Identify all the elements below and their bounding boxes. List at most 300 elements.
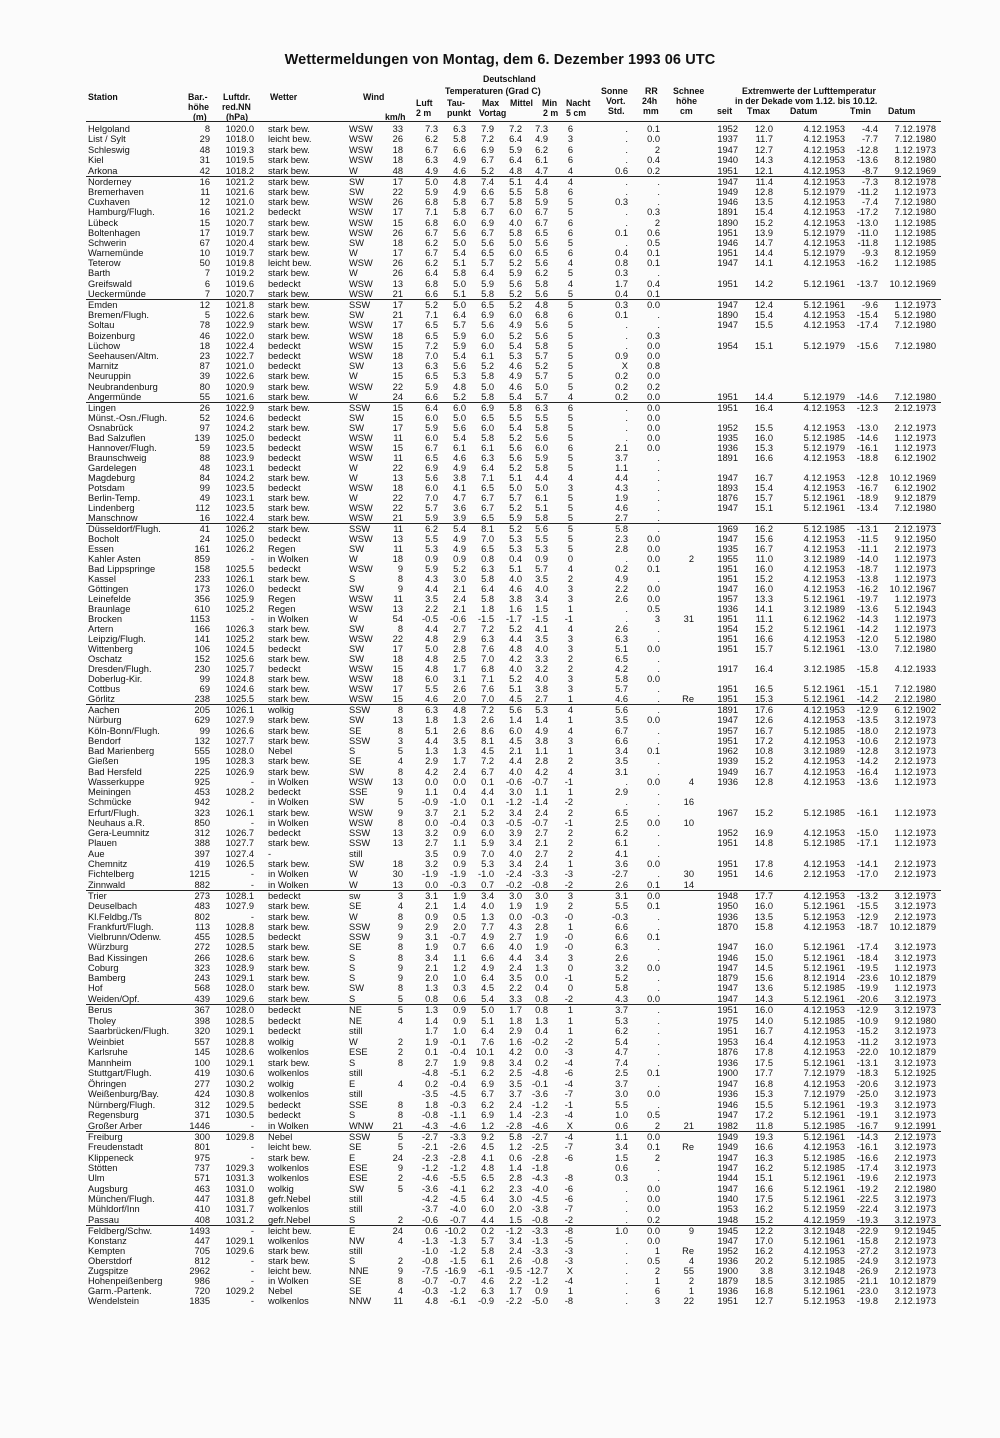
temp-min: 5.6 — [535, 433, 548, 443]
temp-mean: 1.9 — [509, 901, 522, 912]
wind-dir: WSW — [349, 278, 373, 289]
wind-speed: 30 — [392, 869, 403, 880]
sunshine: 5.8 — [615, 674, 628, 684]
weather: stark bew. — [268, 807, 310, 818]
weather: stark bew. — [268, 248, 310, 259]
station-name: Meiningen — [88, 787, 131, 798]
extreme-tmin: -14.2 — [856, 624, 878, 634]
extreme-tmax-date: 4.12.1959 — [803, 1214, 845, 1225]
precipitation: 0.5 — [647, 1256, 660, 1266]
station-name: Bad Kissingen — [88, 952, 148, 963]
extreme-tmin: -12.8 — [856, 144, 878, 155]
table-row — [0, 746, 1000, 756]
weather: bedeckt — [268, 584, 301, 594]
temp-max: 4.0 — [481, 901, 494, 912]
wind-speed: 9 — [397, 564, 403, 574]
temp-mean: 2.4 — [509, 962, 522, 973]
bar-height: 46 — [199, 330, 210, 341]
pressure: 1020.4 — [225, 237, 254, 248]
wind-speed: 26 — [392, 227, 403, 238]
temp-mean: 4.6 — [509, 584, 522, 594]
temp-night: 1 — [567, 858, 573, 869]
pressure: 1025.2 — [225, 604, 254, 614]
extreme-tmin-date: 3.12.1973 — [894, 1110, 936, 1120]
extreme-since: 1951 — [717, 634, 738, 644]
wind-speed: 21 — [392, 513, 403, 523]
pressure: 1029.1 — [225, 1057, 254, 1068]
temp-air: 6.2 — [425, 134, 438, 145]
dewpoint: 2.0 — [453, 694, 466, 704]
temp-mean: 3.0 — [509, 787, 522, 798]
pressure: 1022.6 — [225, 371, 254, 382]
temp-mean: 5.9 — [509, 144, 522, 155]
weather: wolkenlos — [268, 1173, 309, 1184]
pressure: 1027.7 — [225, 838, 254, 849]
sunshine: . — [625, 403, 628, 413]
dewpoint: 5.6 — [453, 361, 466, 372]
extreme-tmax: 15.5 — [754, 320, 773, 331]
temp-night: -6 — [564, 1152, 573, 1163]
wind-dir: S — [349, 574, 356, 584]
extreme-tmin-date: 3.12.1973 — [894, 1162, 936, 1173]
station-name: Mühldorf/Inn — [88, 1204, 140, 1215]
dewpoint: -4.6 — [449, 1120, 466, 1131]
sunshine: 5.6 — [615, 705, 628, 715]
temp-min: -5.0 — [531, 1296, 548, 1306]
temp-min: 5.1 — [535, 503, 548, 513]
pressure: 1022.0 — [225, 330, 254, 341]
bar-height: 42 — [199, 165, 210, 176]
table-row — [0, 238, 1000, 248]
extreme-tmin-date: 2.12.1973 — [894, 756, 936, 767]
pressure: 1029.2 — [225, 1286, 254, 1296]
bar-height: 320 — [194, 1026, 210, 1036]
wind-speed: 21 — [392, 288, 403, 299]
precipitation: 0.0 — [647, 554, 660, 564]
table-row — [0, 503, 1000, 513]
temp-mean: 2.2 — [509, 1276, 522, 1286]
extreme-tmin-date: 10.12.1879 — [889, 1047, 936, 1057]
precipitation: . — [657, 524, 660, 534]
weather: in Wolken — [268, 1120, 309, 1131]
bar-height: 52 — [199, 413, 210, 423]
temp-night: 5 — [567, 524, 573, 534]
precipitation: 0.4 — [647, 155, 660, 166]
extreme-tmax-date: 4.12.1953 — [803, 766, 845, 777]
temp-night: 4 — [567, 258, 573, 269]
wind-speed: 8 — [397, 1110, 403, 1120]
extreme-tmin-date: 1.12.1985 — [894, 237, 936, 248]
bar-height: 17 — [199, 227, 210, 238]
wind-speed: 3 — [397, 735, 403, 746]
wind-dir: E — [349, 1152, 356, 1163]
temp-night: 1 — [567, 746, 573, 757]
extreme-tmin: -7.4 — [861, 197, 878, 208]
table-row — [0, 218, 1000, 228]
wind-speed: 17 — [392, 320, 403, 331]
bar-height: 812 — [194, 1256, 210, 1266]
wind-dir: SSW — [349, 705, 371, 715]
temp-mean: 1.5 — [509, 1214, 522, 1225]
extreme-tmax: 13.5 — [754, 911, 773, 922]
temp-night: -1 — [564, 776, 573, 787]
extreme-tmin: -14.1 — [856, 858, 878, 869]
temp-night: 5 — [567, 237, 573, 248]
table-row — [0, 1215, 1000, 1225]
extreme-tmax-date: 4.12.1953 — [803, 237, 845, 248]
pressure: 1024.2 — [225, 423, 254, 433]
extreme-tmin-date: 5.12.1925 — [894, 1068, 936, 1078]
weather: bedeckt — [268, 483, 301, 493]
temp-air: 0.8 — [425, 993, 438, 1004]
header-tau: Tau- — [447, 98, 465, 108]
wind-speed: 18 — [392, 144, 403, 155]
weather: wolkenlos — [268, 1204, 309, 1215]
extreme-tmax-date: 5.12.1961 — [803, 1173, 845, 1184]
temp-max: 5.8 — [481, 594, 494, 604]
wind-dir: SSW — [349, 828, 371, 839]
extreme-tmax-date: 5.12.1985 — [803, 1256, 845, 1266]
temp-mean: 3.4 — [509, 838, 522, 849]
extreme-tmax: 16.6 — [754, 634, 773, 644]
table-row — [0, 932, 1000, 942]
wind-dir: ESE — [349, 1162, 368, 1173]
precipitation: . — [657, 1015, 660, 1026]
extreme-tmax: 17.2 — [754, 735, 773, 746]
temp-mean: 4.0 — [509, 217, 522, 228]
temp-mean: 4.4 — [509, 634, 522, 644]
temp-min: -1.8 — [531, 1162, 548, 1173]
temp-night: -0 — [564, 932, 573, 943]
pressure: 1024.5 — [225, 644, 254, 654]
wind-speed: 4 — [397, 1236, 403, 1246]
temp-mean: 3.0 — [509, 891, 522, 901]
temp-night: X — [566, 1266, 573, 1276]
extreme-tmax: 16.4 — [754, 1036, 773, 1047]
temp-mean: 5.2 — [509, 330, 522, 341]
wind-speed: 17 — [392, 423, 403, 433]
temp-night: 5 — [567, 493, 573, 503]
bar-height: 238 — [194, 694, 210, 704]
extreme-since: 1949 — [717, 1142, 738, 1153]
station-name: Warnemünde — [88, 248, 144, 259]
wind-speed: 13 — [392, 838, 403, 849]
extreme-tmax-date: 6.12.1962 — [803, 614, 845, 624]
sunshine: . — [625, 187, 628, 198]
temp-max: -1.5 — [477, 614, 494, 624]
station-name: Göttingen — [88, 584, 129, 594]
temp-night: -3 — [564, 1256, 573, 1266]
bar-height: 975 — [194, 1152, 210, 1163]
precipitation: . — [657, 320, 660, 331]
bar-height: 447 — [194, 1193, 210, 1204]
header-schnee-hoehe: höhe — [676, 96, 698, 106]
extreme-tmax-date: 4.12.1953 — [803, 165, 845, 176]
extreme-since: 1952 — [717, 124, 738, 134]
wind-speed: 8 — [397, 1099, 403, 1110]
temp-min: 5.7 — [535, 350, 548, 361]
dewpoint: -0.3 — [449, 879, 466, 890]
extreme-tmax-date: 3.12.1989 — [803, 554, 845, 564]
temp-max: 6.5 — [481, 513, 494, 523]
temp-max: 4.9 — [481, 962, 494, 973]
temp-mean: 1.8 — [509, 1015, 522, 1026]
weather: leicht bew. — [268, 134, 312, 145]
dewpoint: 4.8 — [453, 705, 466, 715]
temp-mean: 6.0 — [509, 248, 522, 259]
table-row — [0, 767, 1000, 777]
extreme-since: 1947 — [717, 1078, 738, 1089]
extreme-tmin: -19.8 — [856, 1296, 878, 1306]
header-station: Station — [88, 92, 118, 102]
weather: stark bew. — [268, 177, 310, 187]
extreme-tmax-date: 7.12.1979 — [803, 1068, 845, 1078]
wind-dir: WSW — [349, 350, 373, 361]
extreme-tmax: 14.1 — [754, 258, 773, 269]
pressure: 1021.6 — [225, 391, 254, 402]
weather: stark bew. — [268, 165, 310, 176]
extreme-tmin-date: 3.12.1973 — [894, 1142, 936, 1153]
temp-min: 4.0 — [535, 644, 548, 654]
precipitation: 2 — [654, 144, 660, 155]
extreme-tmin-date: 2.12.1980 — [894, 694, 936, 704]
header-tmax: Tmax — [747, 106, 770, 116]
temp-max: 6.2 — [481, 1099, 494, 1110]
extreme-tmax: 17.7 — [754, 1068, 773, 1078]
sunshine: 3.4 — [615, 746, 628, 757]
extreme-tmax: 12.4 — [754, 300, 773, 310]
sunshine: 4.3 — [615, 993, 628, 1004]
pressure: 1029.1 — [225, 1026, 254, 1036]
wind-speed: 22 — [392, 463, 403, 473]
bar-height: 100 — [194, 1057, 210, 1068]
bar-height: 272 — [194, 942, 210, 953]
wind-dir: WSW — [349, 207, 373, 218]
temp-air: 6.3 — [425, 361, 438, 372]
precipitation: 0.3 — [647, 207, 660, 218]
wind-dir: SW — [349, 715, 364, 726]
station-name: Marnitz — [88, 361, 119, 372]
temp-min: 5.9 — [535, 453, 548, 463]
temp-air: 6.3 — [425, 155, 438, 166]
temp-max: 6.1 — [481, 443, 494, 453]
temp-air: 6.0 — [425, 674, 438, 684]
weather: stark bew. — [268, 124, 310, 134]
pressure: 1023.9 — [225, 453, 254, 463]
station-name: Aachen — [88, 705, 120, 715]
station-name: Essen — [88, 544, 114, 554]
precipitation: . — [657, 911, 660, 922]
temp-air: 5.0 — [425, 644, 438, 654]
temp-air: 2.9 — [425, 921, 438, 932]
wind-speed: 26 — [392, 134, 403, 145]
extreme-tmin: -10.9 — [856, 1015, 878, 1026]
temp-mean: -0.6 — [505, 776, 522, 787]
table-row — [0, 310, 1000, 320]
dewpoint: -10.2 — [444, 1226, 466, 1236]
table-row — [0, 694, 1000, 704]
precipitation: 0.0 — [647, 891, 660, 901]
extreme-since: 1951 — [717, 858, 738, 869]
dewpoint: 0.9 — [453, 848, 466, 859]
header-luftdr-c: (hPa) — [226, 112, 248, 122]
temp-night: -1 — [564, 973, 573, 984]
wind-speed: 18 — [392, 155, 403, 166]
bar-height: 986 — [194, 1276, 210, 1286]
extreme-tmin-date: 3.12.1973 — [894, 1204, 936, 1215]
wind-dir: SE — [349, 1142, 362, 1153]
temp-mean: -1.7 — [505, 614, 522, 624]
weather: stark bew. — [268, 381, 310, 392]
extreme-tmax-date: 4.12.1953 — [803, 735, 845, 746]
temp-max: 6.9 — [481, 144, 494, 155]
temp-mean: 4.9 — [509, 320, 522, 331]
extreme-tmin: -19.3 — [856, 1214, 878, 1225]
sunshine: 6.5 — [615, 654, 628, 664]
extreme-tmax-date: 4.12.1953 — [803, 1005, 845, 1015]
sunshine: 0.3 — [615, 300, 628, 310]
temp-air: 6.7 — [425, 144, 438, 155]
table-row — [0, 513, 1000, 523]
wind-speed: 8 — [397, 1057, 403, 1068]
header-dekade: in der Dekade vom 1.12. bis 10.12. — [735, 96, 878, 106]
pressure: 1021.2 — [225, 207, 254, 218]
temp-mean: 5.6 — [509, 443, 522, 453]
temp-max: 6.3 — [481, 564, 494, 574]
table-row — [0, 564, 1000, 574]
extreme-tmin-date: 2.12.1973 — [894, 911, 936, 922]
temp-air: 2.1 — [425, 901, 438, 912]
bar-height: 1493 — [189, 1226, 210, 1236]
temp-air: 4.4 — [425, 735, 438, 746]
header-divider — [86, 121, 941, 122]
temp-air: -1.3 — [421, 1236, 438, 1246]
pressure: 1021.0 — [225, 361, 254, 372]
temp-max: 6.5 — [481, 413, 494, 423]
bar-height: 397 — [194, 848, 210, 859]
wind-speed: 21 — [392, 310, 403, 321]
temp-night: 5 — [567, 268, 573, 279]
station-name: Berus — [88, 1005, 113, 1015]
extreme-since: 1951 — [717, 278, 738, 289]
extreme-tmax: 14.4 — [754, 248, 773, 259]
extreme-tmax-date: 4.12.1953 — [803, 197, 845, 208]
wind-dir: sw — [349, 891, 361, 901]
table-row — [0, 1132, 1000, 1142]
station-name: Zugspitze — [88, 1266, 129, 1276]
extreme-tmin: -9.6 — [861, 300, 878, 310]
sunshine: 2.5 — [615, 1068, 628, 1078]
station-name: Schleswig — [88, 144, 130, 155]
bar-height: 24 — [199, 534, 210, 544]
table-row — [0, 268, 1000, 278]
wind-dir: ESE — [349, 1047, 368, 1057]
temp-max: 4.5 — [481, 983, 494, 994]
temp-night: 2 — [567, 574, 573, 584]
temp-mean: 5.8 — [509, 403, 522, 413]
dewpoint: 5.6 — [453, 423, 466, 433]
temp-air: 6.2 — [425, 258, 438, 269]
table-row — [0, 1047, 1000, 1058]
temp-night: 6 — [567, 187, 573, 198]
weather: bedeckt — [268, 443, 301, 453]
precipitation: 0.1 — [647, 258, 660, 269]
extreme-since: 1949 — [717, 766, 738, 777]
wind-speed: 13 — [392, 776, 403, 787]
temp-air: 2.7 — [425, 838, 438, 849]
temp-air: 3.1 — [425, 891, 438, 901]
temp-night: 3 — [567, 594, 573, 604]
temp-max: 7.2 — [481, 624, 494, 634]
wind-speed: 9 — [397, 973, 403, 984]
weather: bedeckt — [268, 1015, 301, 1026]
dewpoint: -4.0 — [449, 1204, 466, 1215]
wind-speed: 13 — [392, 534, 403, 544]
weather: stark bew. — [268, 237, 310, 248]
wind-dir: ESE — [349, 1173, 368, 1184]
pressure: - — [250, 1276, 254, 1286]
temp-air: 6.7 — [425, 227, 438, 238]
precipitation: . — [657, 1078, 660, 1089]
temp-max: 6.9 — [481, 310, 494, 321]
temp-night: X — [566, 1120, 573, 1131]
wind-dir: still — [349, 1246, 363, 1256]
precipitation: 1 — [654, 1246, 660, 1256]
temp-mean: 5.2 — [509, 300, 522, 310]
temp-min: -0.8 — [531, 879, 548, 890]
wind-dir: SSW — [349, 403, 371, 413]
temp-mean: 1.7 — [509, 1005, 522, 1015]
temp-max: 7.0 — [481, 654, 494, 664]
extreme-since: 1936 — [717, 1057, 738, 1068]
sunshine: 5.5 — [615, 901, 628, 912]
extreme-tmax-date: 5.12.1961 — [803, 1057, 845, 1068]
temp-min: 6.1 — [535, 493, 548, 503]
extreme-tmin-date: 9.12.1879 — [894, 493, 936, 503]
weather: bedeckt — [268, 207, 301, 218]
temp-min: 2.1 — [535, 838, 548, 849]
temp-night: 5 — [567, 288, 573, 299]
precipitation: 6 — [654, 1286, 660, 1296]
pressure: 1029.6 — [225, 993, 254, 1004]
temp-max: 1.8 — [481, 604, 494, 614]
extreme-tmax: 15.0 — [754, 952, 773, 963]
wind-speed: 18 — [392, 350, 403, 361]
pressure: 1020.9 — [225, 381, 254, 392]
sunshine: 0.2 — [615, 371, 628, 382]
weather: in Wolken — [268, 797, 309, 808]
sunshine: 6.6 — [615, 932, 628, 943]
temp-night: 5 — [567, 463, 573, 473]
wind-speed: 2 — [397, 1173, 403, 1184]
temp-max: 3.4 — [481, 891, 494, 901]
dewpoint: 4.9 — [453, 463, 466, 473]
temp-air: 7.0 — [425, 350, 438, 361]
extreme-since: 1947 — [717, 258, 738, 269]
temp-min: 5.8 — [535, 513, 548, 523]
wind-dir: SW — [349, 624, 364, 634]
wind-speed: 17 — [392, 684, 403, 694]
wind-dir: WNW — [349, 1120, 374, 1131]
precipitation: . — [657, 473, 660, 483]
wind-dir: WSW — [349, 634, 373, 644]
header-mittel: Mittel — [510, 98, 533, 108]
bar-height: 323 — [194, 962, 210, 973]
extreme-tmax-date: 5.12.1961 — [803, 1132, 845, 1142]
temp-night: -1 — [564, 1099, 573, 1110]
wind-speed: 21 — [392, 1120, 403, 1131]
dewpoint: 3.1 — [453, 674, 466, 684]
